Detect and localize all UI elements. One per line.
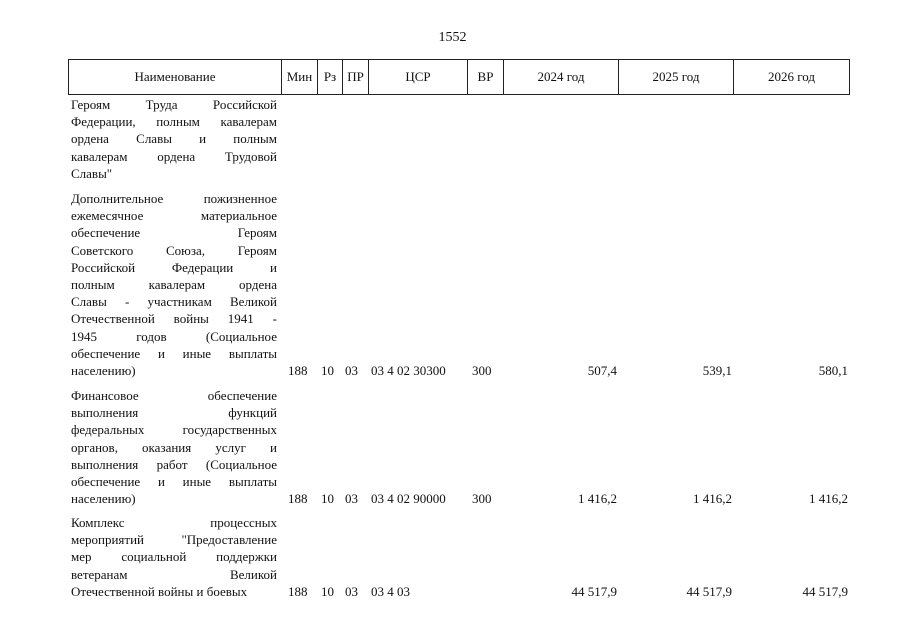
- header-min: Мин: [281, 60, 317, 94]
- cell-pr: 03: [345, 584, 358, 599]
- row-name-line: кавалерам ордена Трудовой: [71, 148, 277, 164]
- cell-csr: 03 4 02 90000: [371, 491, 446, 506]
- row-name-line: полным кавалерам ордена: [71, 277, 277, 293]
- cell-rz: 10: [321, 584, 334, 599]
- row-name-line: Славы - участникам Великой: [71, 294, 277, 310]
- cell-year-2025: 1 416,2: [693, 491, 732, 506]
- cell-year-2024: 1 416,2: [578, 491, 617, 506]
- header-year-2026: 2026 год: [733, 60, 849, 94]
- row-name-line: Российской Федерации и: [71, 259, 277, 275]
- cell-min: 188: [288, 363, 308, 378]
- row-name-line: Славы": [71, 165, 113, 181]
- cell-csr: 03 4 02 30300: [371, 363, 446, 378]
- cell-vr: 300: [472, 491, 492, 506]
- page-number: 1552: [438, 30, 467, 45]
- row-name: [71, 190, 277, 379]
- row-name-line: федеральных государственных: [71, 422, 277, 438]
- row-name-line: Финансовое обеспечение: [71, 388, 277, 403]
- row-name-line: Федерации, полным кавалерам: [71, 114, 277, 130]
- row-name-line: мер социальной поддержки: [71, 549, 277, 565]
- row-name-line: населению): [71, 491, 136, 507]
- cell-year-2026: 1 416,2: [809, 491, 848, 506]
- row-name-line: Советского Союза, Героям: [71, 242, 277, 258]
- header-csr: ЦСР: [368, 60, 467, 94]
- row-name-line: ежемесячное материальное: [71, 208, 277, 224]
- row-name-line: 1945 годов (Социальное: [71, 328, 277, 344]
- header-pr: ПР: [342, 60, 368, 94]
- cell-csr: 03 4 03: [371, 584, 410, 599]
- row-name: [71, 96, 277, 182]
- row-name: [71, 387, 277, 507]
- header-year-2024: 2024 год: [503, 60, 618, 94]
- row-name-line: обеспечение и иные выплаты: [71, 345, 277, 361]
- header-year-2025: 2025 год: [618, 60, 733, 94]
- row-name-line: выполнения функций: [71, 405, 277, 421]
- cell-pr: 03: [345, 491, 358, 506]
- row-name-line: обеспечение и иные выплаты: [71, 474, 277, 490]
- row-name-line: выполнения работ (Социальное: [71, 456, 277, 472]
- cell-year-2025: 44 517,9: [686, 584, 732, 599]
- row-name-line: ордена Славы и полным: [71, 131, 277, 147]
- row-name-line: Отечественной войны 1941 -: [71, 311, 277, 327]
- cell-year-2025: 539,1: [702, 363, 732, 378]
- row-name-line: Отечественной войны и боевых: [71, 583, 248, 599]
- cell-vr: 300: [472, 363, 492, 378]
- header-vr: ВР: [467, 60, 503, 94]
- header-name: Наименование: [134, 69, 216, 84]
- cell-year-2024: 507,4: [587, 363, 617, 378]
- cell-year-2026: 580,1: [818, 363, 848, 378]
- cell-rz: 10: [321, 491, 334, 506]
- row-name-line: Комплекс процессных: [71, 515, 277, 530]
- cell-min: 188: [288, 584, 308, 599]
- row-name-line: обеспечение Героям: [71, 225, 277, 241]
- row-name-line: Героям Труда Российской: [71, 97, 277, 112]
- cell-pr: 03: [345, 363, 358, 378]
- row-name-line: органов, оказания услуг и: [71, 439, 277, 455]
- header-rz: Рз: [317, 60, 342, 94]
- cell-year-2026: 44 517,9: [802, 584, 848, 599]
- table-header: [68, 59, 850, 95]
- row-name-line: Дополнительное пожизненное: [71, 191, 277, 206]
- cell-min: 188: [288, 491, 308, 506]
- cell-rz: 10: [321, 363, 334, 378]
- row-name-line: ветеранам Великой: [71, 566, 277, 582]
- row-name-line: населению): [71, 363, 136, 379]
- cell-year-2024: 44 517,9: [571, 584, 617, 599]
- row-name: [71, 514, 277, 600]
- row-name-line: мероприятий "Предоставление: [71, 532, 277, 548]
